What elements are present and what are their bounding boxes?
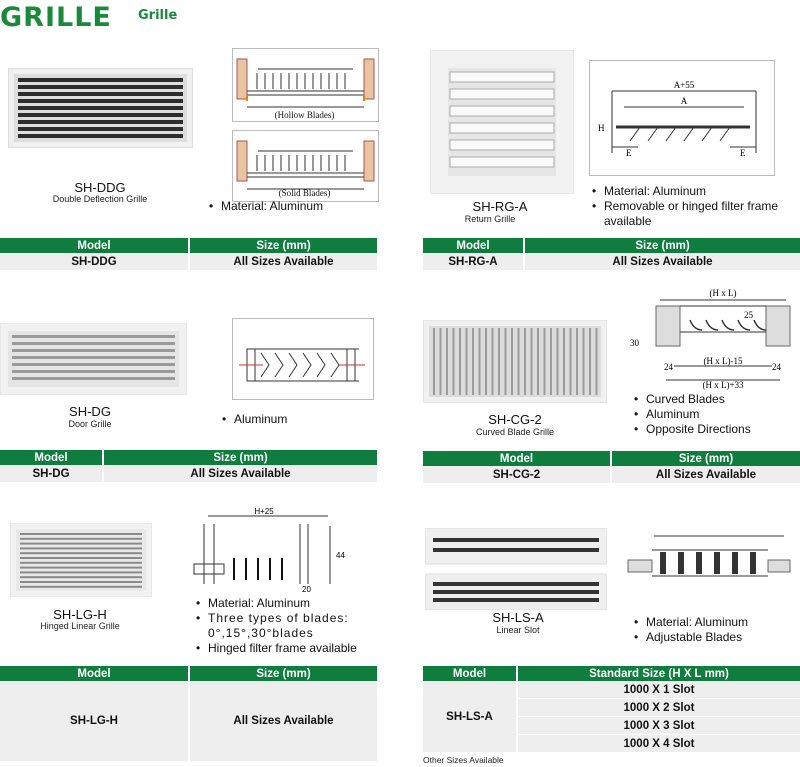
cg-dim-hl: (H x L) — [709, 288, 737, 298]
chevron — [275, 353, 283, 377]
cg-spec-table — [423, 451, 800, 484]
lg-photo — [10, 523, 152, 597]
col-model: Model — [0, 666, 189, 681]
dim-e2: E — [740, 148, 746, 158]
feature-item: • Opposite Directions — [646, 422, 751, 437]
slot — [557, 328, 559, 395]
slot — [583, 328, 585, 395]
blade — [720, 127, 730, 141]
chevron — [317, 353, 325, 377]
slot — [20, 557, 142, 559]
cell-model: SH-CG-2 — [423, 466, 611, 484]
slot — [589, 328, 591, 395]
dg-features — [218, 412, 287, 427]
ddg-features — [205, 199, 323, 214]
slot — [472, 328, 474, 395]
slot — [12, 349, 175, 352]
ls-spec-table — [423, 666, 800, 753]
feature-item: • Aluminum — [234, 412, 287, 427]
slot — [20, 562, 142, 564]
lg-spec-table — [0, 666, 377, 762]
slot — [440, 328, 442, 395]
slot — [18, 92, 183, 96]
cg-dim-25: 25 — [744, 310, 753, 320]
cell-size: All Sizes Available — [524, 253, 800, 271]
dg-name: SH-DG — [69, 404, 111, 419]
page-title: GRILLE — [0, 2, 112, 33]
slot — [450, 140, 554, 150]
slot — [20, 533, 142, 535]
blade — [666, 127, 676, 141]
slot — [20, 547, 142, 549]
slot — [453, 328, 455, 395]
slot — [446, 328, 448, 395]
cg-desc: Curved Blade Grille — [475, 427, 555, 437]
cg-dim-30: 30 — [630, 338, 639, 348]
feature-item: • Aluminum — [646, 407, 751, 422]
blade — [630, 127, 640, 141]
col-size: Standard Size (H X L mm) — [517, 666, 800, 681]
slot — [576, 328, 578, 395]
slot — [596, 328, 598, 395]
slot — [20, 576, 142, 578]
dim-e1: E — [626, 148, 632, 158]
dg-desc: Door Grille — [68, 419, 112, 429]
ddg-desc: Double Deflection Grille — [52, 194, 148, 204]
profile — [714, 552, 720, 574]
blade — [648, 127, 658, 141]
slot — [450, 72, 554, 82]
blade — [754, 320, 766, 330]
feature-item: • Curved Blades — [646, 392, 751, 407]
ls-drawing — [624, 528, 794, 586]
lg-features — [192, 596, 377, 656]
cell-model: SH-LS-A — [423, 681, 517, 753]
blade — [690, 320, 702, 330]
cell-size: 1000 X 4 Slot — [517, 735, 800, 753]
slot — [18, 99, 183, 103]
col-model: Model — [423, 238, 524, 253]
blade — [706, 320, 718, 330]
slot — [18, 78, 183, 82]
slot — [12, 370, 175, 373]
cell-size: All Sizes Available — [103, 465, 377, 483]
lg-dim-h25: H+25 — [254, 508, 274, 516]
cg-drawing — [626, 280, 796, 392]
slot — [20, 538, 142, 540]
cell-model: SH-RG-A — [423, 253, 524, 271]
slot — [12, 377, 175, 380]
slot — [450, 157, 554, 167]
slot — [18, 106, 183, 110]
ls-desc: Linear Slot — [496, 625, 540, 635]
ls-features — [630, 615, 748, 645]
slot — [531, 328, 533, 395]
col-size: Size (mm) — [189, 666, 377, 681]
chevron — [289, 353, 297, 377]
slot — [511, 328, 513, 395]
dg-spec-table — [0, 450, 377, 483]
cg-photo — [423, 320, 607, 403]
cg-features — [630, 392, 751, 437]
slot — [485, 328, 487, 395]
cell-size: 1000 X 1 Slot — [517, 681, 800, 699]
ls-photo — [425, 528, 607, 610]
chevron — [303, 353, 311, 377]
slot — [450, 106, 554, 116]
cg-dim-24a: 24 — [664, 362, 673, 372]
slot — [433, 328, 435, 395]
slot — [524, 328, 526, 395]
slot — [18, 127, 183, 131]
col-model: Model — [0, 450, 103, 465]
slot — [20, 586, 142, 588]
slot — [12, 342, 175, 345]
profile — [678, 552, 684, 574]
slot — [12, 363, 175, 366]
dim-a55: A+55 — [673, 80, 695, 90]
blade — [702, 127, 712, 141]
slot — [550, 328, 552, 395]
rg-spec-table — [423, 238, 800, 271]
cell-size: 1000 X 3 Slot — [517, 717, 800, 735]
feature-item: • Material: Aluminum — [221, 199, 323, 214]
cell-model: SH-DG — [0, 465, 103, 483]
slot — [505, 328, 507, 395]
rg-features — [588, 184, 800, 229]
lg-dim-20: 20 — [302, 585, 311, 594]
cell-size: All Sizes Available — [189, 253, 377, 271]
cell-model: SH-LG-H — [0, 681, 189, 762]
rg-drawing — [589, 60, 775, 176]
ddg-caption-solid: (Solid Blades) — [278, 188, 331, 198]
ddg-photo — [8, 68, 193, 148]
slot — [459, 328, 461, 395]
feature-item: • Three types of blades: 0°,15°,30°blades — [208, 611, 377, 641]
blade — [684, 127, 694, 141]
slot — [12, 356, 175, 359]
rg-photo — [430, 50, 574, 194]
lg-dim-44: 44 — [336, 551, 345, 560]
cg-dim-24b: 24 — [772, 362, 781, 372]
lg-drawing — [190, 508, 360, 596]
feature-item: • Hinged filter frame available — [208, 641, 377, 656]
cell-size: All Sizes Available — [189, 681, 377, 762]
cell-size: 1000 X 2 Slot — [517, 699, 800, 717]
feature-item: • Adjustable Blades — [646, 630, 748, 645]
slot — [18, 134, 183, 138]
cg-dim-hl33: (H x L)+33 — [702, 380, 744, 390]
rg-desc: Return Grille — [464, 214, 516, 224]
slot — [20, 571, 142, 573]
lg-desc: Hinged Linear Grille — [40, 621, 120, 631]
profile — [732, 552, 738, 574]
feature-item: • Material: Aluminum — [208, 596, 377, 611]
slot — [537, 328, 539, 395]
slot — [20, 567, 142, 569]
slot — [450, 123, 554, 133]
profile — [750, 552, 756, 574]
feature-item: • Material: Aluminum — [646, 615, 748, 630]
ls-name: SH-LS-A — [492, 610, 544, 625]
rg-name: SH-RG-A — [472, 199, 528, 214]
page-subtitle: Grille — [138, 8, 178, 23]
col-size: Size (mm) — [611, 451, 800, 466]
slot — [20, 581, 142, 583]
lg-name: SH-LG-H — [53, 607, 107, 622]
blade — [738, 320, 750, 330]
ddg-name: SH-DDG — [74, 180, 126, 195]
slot — [544, 328, 546, 395]
col-model: Model — [0, 238, 189, 253]
dim-h: H — [598, 123, 605, 133]
slot — [12, 335, 175, 338]
dim-a: A — [680, 96, 688, 106]
slot — [20, 552, 142, 554]
dg-drawing — [232, 318, 374, 400]
slot — [479, 328, 481, 395]
feature-item: • Removable or hinged filter frame available — [604, 199, 800, 229]
col-size: Size (mm) — [103, 450, 377, 465]
slot — [466, 328, 468, 395]
cg-name: SH-CG-2 — [488, 412, 542, 427]
cg-dim-hl15: (H x L)-15 — [703, 356, 743, 366]
ls-note: Other Sizes Available — [423, 755, 504, 765]
chevron — [331, 353, 339, 377]
slot — [450, 89, 554, 99]
slot — [498, 328, 500, 395]
slot — [18, 113, 183, 117]
slot — [563, 328, 565, 395]
slot — [570, 328, 572, 395]
profile — [696, 552, 702, 574]
col-model: Model — [423, 451, 611, 466]
slot — [518, 328, 520, 395]
slot — [20, 543, 142, 545]
ddg-caption-hollow: (Hollow Blades) — [274, 110, 335, 120]
col-size: Size (mm) — [524, 238, 800, 253]
feature-item: • Material: Aluminum — [604, 184, 800, 199]
slot — [18, 120, 183, 124]
blade — [722, 320, 734, 330]
col-size: Size (mm) — [189, 238, 377, 253]
slot — [18, 85, 183, 89]
cell-size: All Sizes Available — [611, 466, 800, 484]
cell-model: SH-DDG — [0, 253, 189, 271]
col-model: Model — [423, 666, 517, 681]
profile — [660, 552, 666, 574]
dg-photo — [0, 323, 187, 395]
ddg-spec-table — [0, 238, 377, 271]
slot — [492, 328, 494, 395]
